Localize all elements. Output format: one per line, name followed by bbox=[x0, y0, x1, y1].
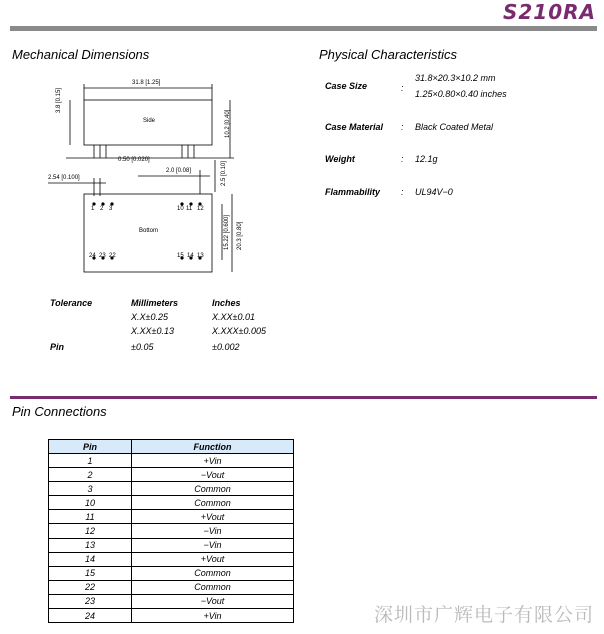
col-pin: Pin bbox=[49, 440, 132, 454]
pin-function: Common bbox=[132, 580, 294, 594]
pin-number: 10 bbox=[49, 496, 132, 510]
mech-title: Mechanical Dimensions bbox=[12, 47, 150, 62]
pin-function: Common bbox=[132, 482, 294, 496]
dim-side-height-right: 10.2 [0.40] bbox=[225, 109, 231, 138]
weight-value: 12.1g bbox=[415, 154, 438, 164]
case-material-sep: : bbox=[401, 122, 404, 132]
pin-function: +Vout bbox=[132, 510, 294, 524]
pin-label: 2 bbox=[100, 206, 104, 212]
pin-label: 24 bbox=[89, 253, 96, 259]
tolerance-in-2: X.XXX±0.005 bbox=[212, 326, 266, 336]
table-row bbox=[49, 468, 294, 482]
mechanical-drawing bbox=[0, 70, 300, 280]
dim-pin-diameter: 0.50 [0.020] bbox=[118, 157, 150, 163]
pin-number: 23 bbox=[49, 594, 132, 608]
table-row bbox=[49, 538, 294, 552]
pin-number: 2 bbox=[49, 468, 132, 482]
table-row bbox=[49, 482, 294, 496]
tolerance-col-in: Inches bbox=[212, 298, 241, 308]
weight-sep: : bbox=[401, 154, 404, 164]
pin-number: 1 bbox=[49, 454, 132, 468]
pin-function: Common bbox=[132, 566, 294, 580]
case-size-label: Case Size bbox=[325, 81, 368, 91]
table-row bbox=[49, 510, 294, 524]
pin-label: 15 bbox=[177, 253, 184, 259]
pin-label: 12 bbox=[197, 206, 204, 212]
dim-pitch: 2.54 [0.100] bbox=[48, 175, 80, 181]
dim-outer-height: 20.3 [0.80] bbox=[237, 221, 243, 250]
tolerance-col-mm: Millimeters bbox=[131, 298, 179, 308]
pin-number: 22 bbox=[49, 580, 132, 594]
table-row bbox=[49, 454, 294, 468]
pin-function: −Vout bbox=[132, 468, 294, 482]
table-row bbox=[49, 496, 294, 510]
flammability-label: Flammability bbox=[325, 187, 381, 197]
tolerance-pin-in: ±0.002 bbox=[212, 342, 240, 352]
pin-number: 12 bbox=[49, 524, 132, 538]
dim-inner-height: 15.22 [0.600] bbox=[224, 214, 230, 250]
pin-number: 14 bbox=[49, 552, 132, 566]
case-size-sep: : bbox=[401, 83, 404, 93]
case-material-value: Black Coated Metal bbox=[415, 122, 494, 132]
col-function: Function bbox=[132, 440, 294, 454]
flammability-value: UL94V−0 bbox=[415, 187, 453, 197]
side-label: Side bbox=[143, 118, 156, 124]
pin-label: 22 bbox=[109, 253, 116, 259]
weight-label: Weight bbox=[325, 154, 355, 164]
pin-function: +Vin bbox=[132, 609, 294, 623]
table-row bbox=[49, 594, 294, 608]
pin-function: Common bbox=[132, 496, 294, 510]
pin-function: −Vin bbox=[132, 524, 294, 538]
pin-label: 1 bbox=[91, 206, 95, 212]
pin-function: −Vout bbox=[132, 594, 294, 608]
tolerance-label: Tolerance bbox=[50, 298, 93, 308]
pin-number: 3 bbox=[49, 482, 132, 496]
pin-label: 14 bbox=[187, 253, 194, 259]
table-row bbox=[49, 609, 294, 623]
dim-right-offset: 2.5 [0.10] bbox=[221, 160, 227, 186]
pin-number: 15 bbox=[49, 566, 132, 580]
physical-title: Physical Characteristics bbox=[319, 47, 457, 62]
dim-side-width: 31.8 [1.25] bbox=[132, 80, 161, 86]
watermark: 深圳市广辉电子有限公司 bbox=[373, 604, 594, 626]
flammability-sep: : bbox=[401, 187, 404, 197]
brand-logo: S210RA bbox=[502, 0, 596, 24]
tolerance-mm-2: X.XX±0.13 bbox=[131, 326, 174, 336]
table-row bbox=[49, 566, 294, 580]
tolerance-in-1: X.XX±0.01 bbox=[212, 312, 255, 322]
case-size-mm: 31.8×20.3×10.2 mm bbox=[415, 73, 496, 83]
tolerance-pin-mm: ±0.05 bbox=[131, 342, 154, 352]
pin-table bbox=[48, 439, 294, 623]
dim-pin-offset: 2.0 [0.08] bbox=[166, 168, 192, 174]
table-row bbox=[49, 524, 294, 538]
bottom-label: Bottom bbox=[139, 228, 159, 234]
pin-function: +Vout bbox=[132, 552, 294, 566]
section-divider bbox=[10, 396, 597, 399]
pin-table-header bbox=[49, 440, 294, 454]
pin-label: 23 bbox=[99, 253, 106, 259]
pin-connections-title: Pin Connections bbox=[12, 404, 107, 419]
pin-number: 13 bbox=[49, 538, 132, 552]
table-row bbox=[49, 552, 294, 566]
pin-number: 24 bbox=[49, 609, 132, 623]
pin-function: −Vin bbox=[132, 538, 294, 552]
pin-number: 11 bbox=[49, 510, 132, 524]
pin-label: 13 bbox=[197, 253, 204, 259]
pin-label: 10 bbox=[177, 206, 184, 212]
dim-side-height-left: 3.8 [0.15] bbox=[56, 87, 62, 113]
table-row bbox=[49, 580, 294, 594]
header-bar bbox=[10, 26, 597, 31]
pin-label: 3 bbox=[109, 206, 113, 212]
tolerance-mm-1: X.X±0.25 bbox=[131, 312, 168, 322]
case-size-in: 1.25×0.80×0.40 inches bbox=[415, 89, 507, 99]
pin-label: 11 bbox=[186, 206, 193, 212]
case-material-label: Case Material bbox=[325, 122, 384, 132]
tolerance-pin-label: Pin bbox=[50, 342, 65, 352]
pin-function: +Vin bbox=[132, 454, 294, 468]
